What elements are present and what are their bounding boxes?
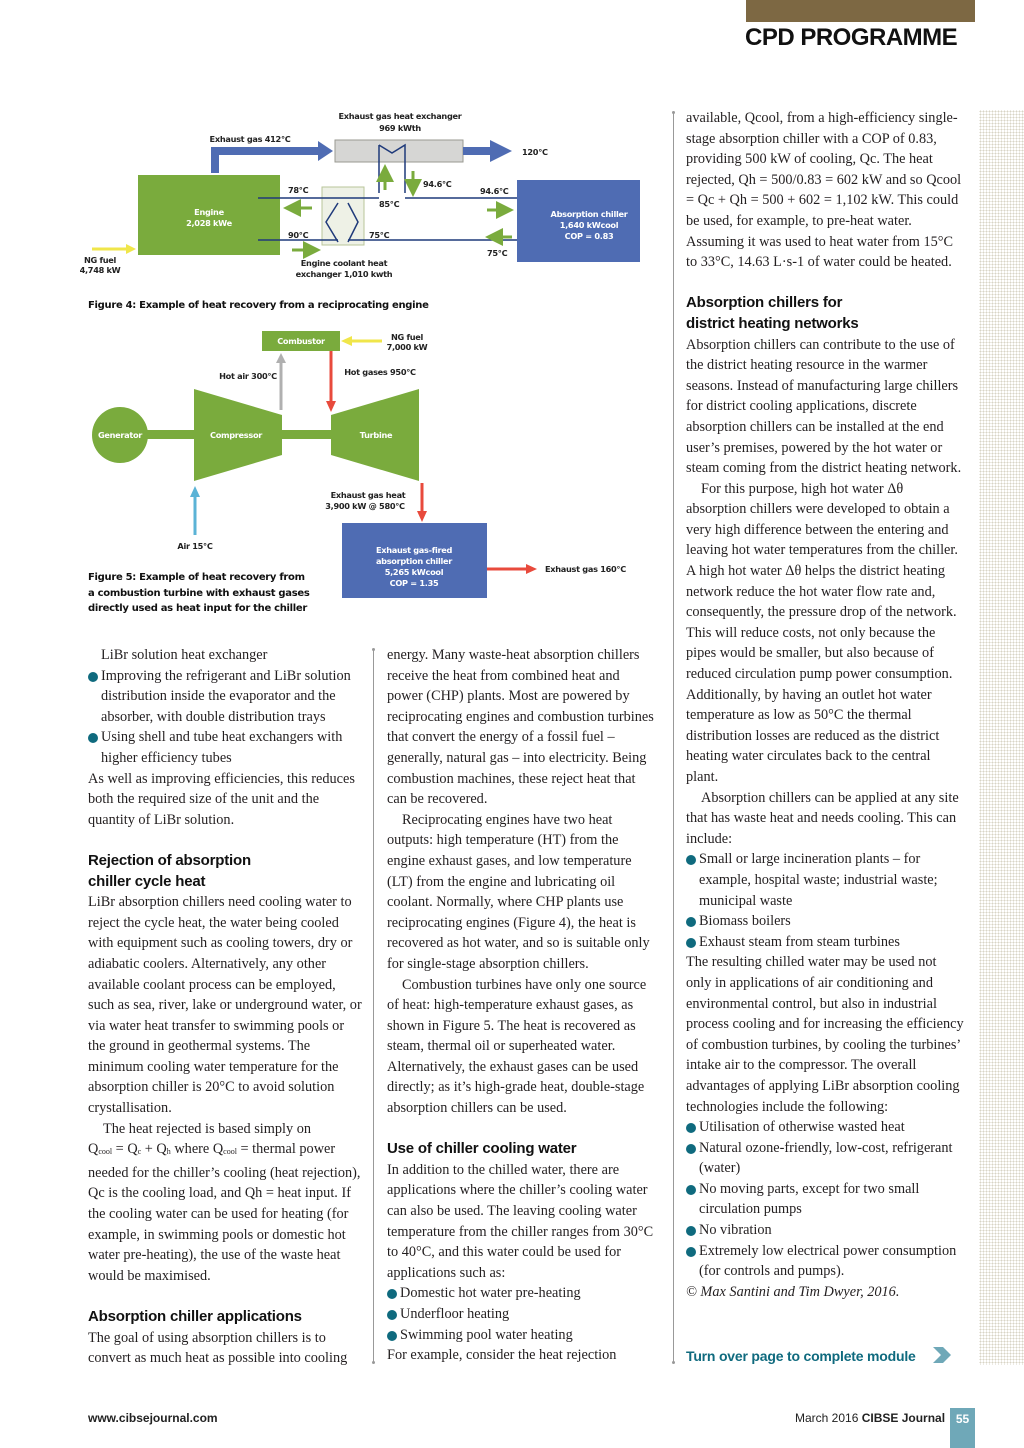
svg-text:exchanger 1,010 kwth: exchanger 1,010 kwth: [295, 269, 393, 279]
list-item: No moving parts, except for two small circulation pumps: [686, 1179, 964, 1220]
svg-text:969 kWth: 969 kWth: [379, 123, 421, 133]
svg-text:Air 15°C: Air 15°C: [177, 541, 213, 551]
header-accent-bar: [746, 0, 975, 22]
svg-text:85°C: 85°C: [379, 199, 400, 209]
svg-text:Engine: Engine: [194, 207, 224, 217]
svg-text:absorption chiller: absorption chiller: [375, 556, 453, 566]
svg-text:COP = 1.35: COP = 1.35: [389, 578, 439, 588]
svg-text:78°C: 78°C: [288, 185, 309, 195]
list-item: Small or large incineration plants – for example, hospital waste; industrial waste; municipal waste: [686, 849, 964, 911]
list-item: Improving the refrigerant and LiBr solution distribution inside the evaporator and the absorber, with double distribution trays: [88, 666, 364, 728]
svg-text:4,748 kW: 4,748 kW: [80, 265, 121, 275]
exhaust-heat-exchanger: [335, 140, 463, 162]
svg-text:75°C: 75°C: [487, 248, 508, 258]
list-item: Utilisation of otherwise wasted heat: [686, 1117, 964, 1138]
svg-text:94.6°C: 94.6°C: [423, 179, 452, 189]
decorative-dot-panel: [979, 110, 1024, 1365]
svg-text:NG fuel: NG fuel: [390, 332, 424, 342]
exhaust-gas-pipe: [215, 151, 320, 173]
column-1: LiBr solution heat exchanger Improving the refrigerant and LiBr solution distribution inside the evaporator and the absorber, with double distribution trays Using shell and tube heat exchangers with higher efficiency tubes As well as improving efficiencies, this reduces both the required size of the unit and the quantity of LiBr solution. Rejection of absorption chiller cycle heat LiBr absorption chillers need cooling water to reject the cycle heat, the water being cooled with equipment such as cooling towers, dry or adiabatic coolers. Alternatively, any other available coolant process can be employed, such as sea, river, lake or underground water, or via water heat transfer to swimming pools or the ground in geothermal systems. The minimum cooling water temperature for the absorption chiller is 20°C to avoid solution crystallisation. The heat rejected is based simply on Qcool = Qc + Qh where Qcool = thermal power needed for the chiller’s cooling (heat rejection), Qc is the cooling load, and Qh = heat input. If the cooling water can be used for heating (for example, in swimming pools or domestic hot water pre-heating), the use of the waste heat would be maximised. Absorption chiller applications The goal of using absorption chillers is to convert as much heat as possible into cooling: [88, 645, 364, 1369]
svg-text:94.6°C: 94.6°C: [480, 186, 509, 196]
list-item: Domestic hot water pre-heating: [387, 1283, 657, 1304]
svg-text:75°C: 75°C: [369, 230, 390, 240]
column-2: energy. Many waste-heat absorption chillers receive the heat from combined heat and power (CHP) plants. Most are powered by reciprocating engines and combustion turbines that convert the energy of a fossil fuel – generally, natural gas – into electricity. Being combustion machines, these reject heat that can be recovered. Reciprocating engines have two heat outputs: high temperature (HT) from the engine exhaust gases, and low temperature (LT) from the engine and lubricating oil coolant. Normally, where CHP plants use reciprocating engines (Figure 4), the heat is recovered as hot water, and so is suitable only for single-stage absorption chillers. Combustion turbines have only one source of heat: high-temperature exhaust gases, as shown in Figure 5. The heat is recovered as steam, thermal oil or superheated water. Alternatively, the exhaust gases can be used directly; as it’s high-grade heat, double-stage absorption chillers can be used. Use of chiller cooling water In addition to the chilled water, there are applications where the chiller’s cooling water can also be used. The leaving cooling water temperature from the chiller ranges from 30°C to 40°C, and this water could be used for applications such as: Domestic hot water pre-heating Underfloor heating Swimming pool water heating For example, consider the heat rejection: [387, 645, 657, 1366]
svg-text:Exhaust gas heat exchanger: Exhaust gas heat exchanger: [338, 111, 462, 121]
list-item: Extremely low electrical power consumption (for controls and pumps).: [686, 1241, 964, 1282]
column-rule: [373, 650, 374, 1362]
column-3: available, Qcool, from a high-efficiency single-stage absorption chiller with a COP of 0.83, providing 500 kW of cooling, Qc. The heat rejected, Qh = 500/0.83 = 602 kW and so Qcool = Qc + Qh = 500 + 602 = 1,102 kW. This could be used, for example, to pre-heat water. Assuming it was used to heat water from 15°C to 33°C, 14.63 L·s-1 of water could be heated. Absorption chillers for district heating networks Absorption chillers can contribute to the use of the district heating resource in the warmer seasons. Instead of manufacturing large chillers for district cooling applications, discrete absorption chillers can be installed at the end user’s premises, powered by the hot water or steam coming from the district heating network. For this purpose, high hot water Δθ absorption chillers were developed to obtain a very high difference between the entering and leaving hot water temperatures from the chiller. A high hot water Δθ helps the district heating network reduce the hot water flow rate and, consequently, the pressure drop of the network. This will reduce costs, not only because the pipes would be smaller, but also because of reduced circulation pump power consumption. Additionally, by having an outlet hot water temperature as low as 50°C the thermal distribution losses are reduced as the district heating water circulates back to the central plant. Absorption chillers can be applied at any site that has waste heat and needs cooling. This can include: Small or large incineration plants – for example, hospital waste; industrial waste; municipal waste Biomass boilers Exhaust steam from steam turbines The resulting chilled water may be used not only in applications of air conditioning and environmental control, but also in industrial process cooling and for increasing the efficiency of combustion turbines, by cooling the turbines’ intake air to the compressor. The overall advantages of applying LiBr absorption cooling technologies include the following: Utilisation of otherwise wasted heat Natural ozone-friendly, low-cost, refrigerant (water) No moving parts, except for two small circulation pumps No vibration Extremely low electrical power consumption (for controls and pumps). © Max Santini and Tim Dwyer, 2016.: [686, 108, 964, 1302]
list-item: Underfloor heating: [387, 1304, 657, 1325]
svg-text:7,000 kW: 7,000 kW: [386, 342, 428, 352]
svg-text:Exhaust gas 160°C: Exhaust gas 160°C: [545, 564, 626, 574]
figure-5-diagram: [80, 325, 640, 605]
heading-rejection: Rejection of absorption chiller cycle heat: [88, 851, 251, 890]
svg-text:Hot gases 950°C: Hot gases 950°C: [344, 367, 416, 377]
svg-text:Exhaust gas heat: Exhaust gas heat: [330, 490, 406, 500]
svg-text:Compressor: Compressor: [209, 430, 263, 440]
footer-issue: March 2016 CIBSE Journal: [795, 1411, 946, 1425]
copyright: © Max Santini and Tim Dwyer, 2016.: [686, 1283, 900, 1300]
svg-text:Generator: Generator: [97, 430, 143, 440]
svg-text:Engine coolant heat: Engine coolant heat: [300, 258, 388, 268]
footer-website-link[interactable]: www.cibsejournal.com: [88, 1411, 218, 1425]
list-item: Using shell and tube heat exchangers with higher efficiency tubes: [88, 727, 364, 768]
svg-text:1,640 kWcool: 1,640 kWcool: [559, 220, 619, 230]
list-item: Swimming pool water heating: [387, 1325, 657, 1346]
svg-text:Exhaust gas 412°C: Exhaust gas 412°C: [209, 134, 291, 144]
chevron-right-icon: [933, 1347, 951, 1363]
svg-text:Combustor: Combustor: [277, 336, 325, 346]
svg-text:120°C: 120°C: [522, 147, 548, 157]
svg-text:3,900 kW @ 580°C: 3,900 kW @ 580°C: [325, 501, 405, 511]
exhaust-arrow-head: [318, 141, 333, 161]
heading-applications: Absorption chiller applications: [88, 1308, 302, 1325]
list-item: No vibration: [686, 1220, 964, 1241]
turn-over-link[interactable]: Turn over page to complete module: [686, 1347, 951, 1364]
page-number: 55: [950, 1408, 975, 1448]
svg-text:COP = 0.83: COP = 0.83: [564, 231, 614, 241]
svg-text:2,028 kWe: 2,028 kWe: [186, 218, 232, 228]
svg-text:90°C: 90°C: [288, 230, 309, 240]
svg-text:Exhaust gas-fired: Exhaust gas-fired: [375, 545, 453, 555]
svg-text:Turbine: Turbine: [359, 430, 393, 440]
svg-text:5,265 kWcool: 5,265 kWcool: [384, 567, 444, 577]
heading-district-heating: Absorption chillers for district heating networks: [686, 294, 859, 332]
svg-text:NG fuel: NG fuel: [83, 255, 117, 265]
coolant-heat-exchanger: [322, 187, 364, 245]
svg-text:Absorption chiller: Absorption chiller: [550, 209, 628, 219]
heading-cooling-water: Use of chiller cooling water: [387, 1140, 577, 1158]
svg-text:Hot air 300°C: Hot air 300°C: [219, 371, 277, 381]
list-item: Biomass boilers: [686, 911, 964, 932]
section-title: CPD PROGRAMME: [745, 24, 958, 51]
column-rule: [673, 113, 674, 1362]
figure-5-caption: Figure 5: Example of heat recovery from a combustion turbine with exhaust gases directly used as heat input for the chiller: [88, 572, 310, 614]
figure-4-caption: Figure 4: Example of heat recovery from a reciprocating engine: [88, 300, 429, 311]
list-item: Exhaust steam from steam turbines: [686, 932, 964, 953]
figure-4-diagram: [80, 105, 640, 285]
list-item: Natural ozone-friendly, low-cost, refrigerant (water): [686, 1138, 964, 1179]
